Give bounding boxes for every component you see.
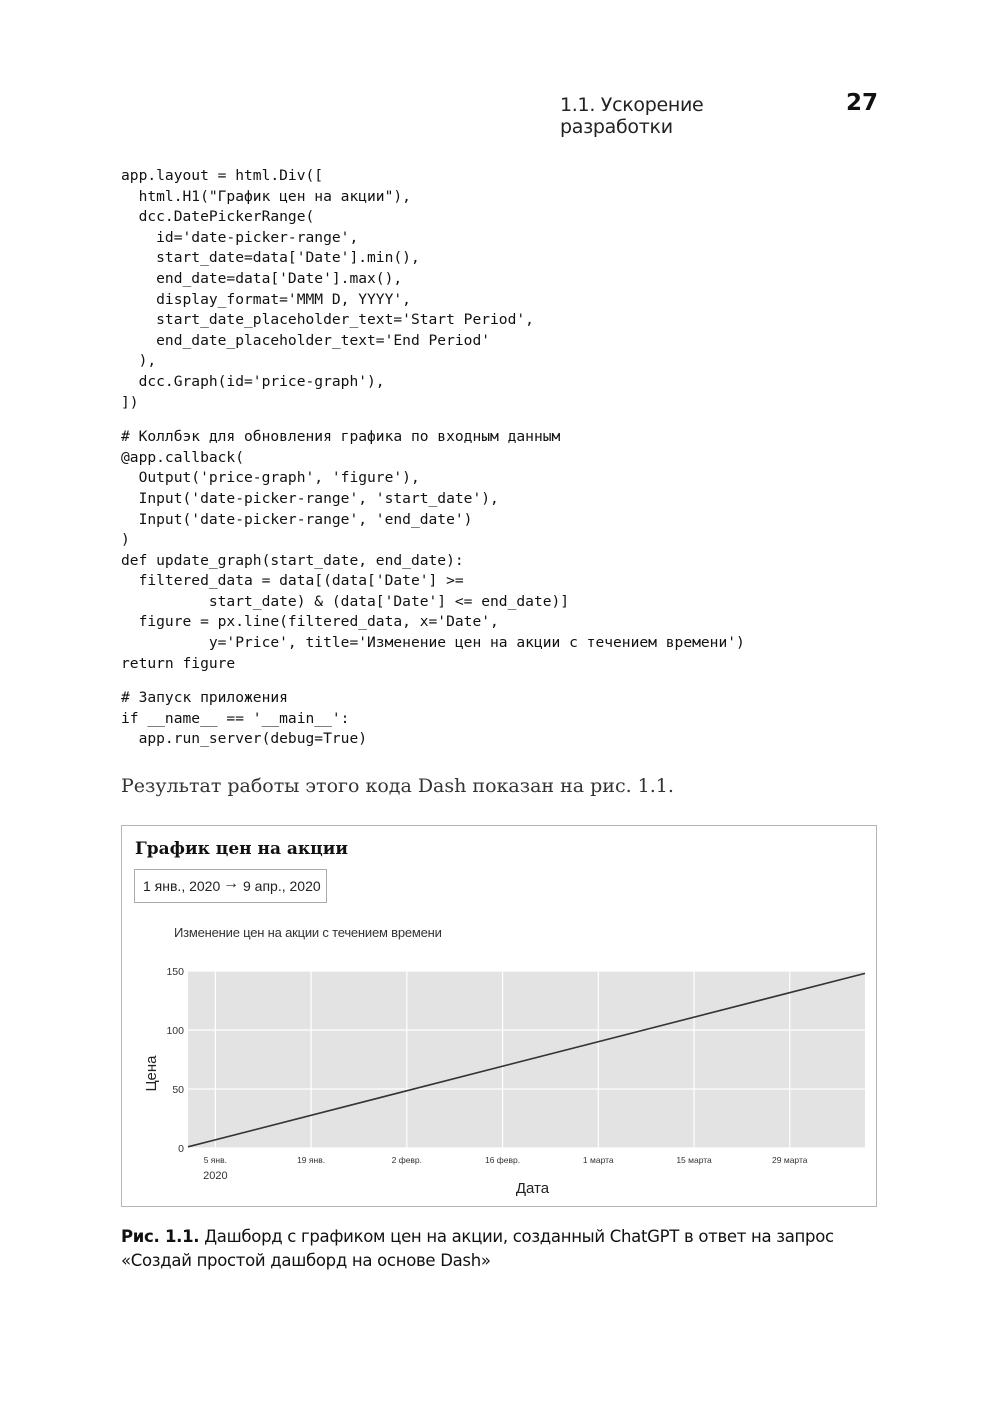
code-line: end_date_placeholder_text='End Period' (121, 331, 491, 349)
x-tick-year: 2020 (203, 1170, 228, 1182)
x-tick-label: 29 марта (772, 1155, 808, 1165)
code-gap (121, 674, 745, 688)
y-tick-label: 150 (166, 966, 184, 978)
code-line: dcc.Graph(id='price-graph'), (121, 372, 385, 390)
end-date-input[interactable]: 9 апр., 2020 (243, 878, 321, 894)
code-line: figure = px.line(filtered_data, x='Date', (121, 613, 499, 631)
code-gap (121, 413, 745, 427)
start-date-input[interactable]: 1 янв., 2020 (143, 878, 221, 894)
code-line: return figure (121, 654, 236, 672)
x-tick-label: 16 февр. (484, 1155, 521, 1165)
code-line: ]) (121, 393, 139, 411)
code-line: Input('date-picker-range', 'end_date') (121, 510, 473, 528)
code-line: filtered_data = data[(data['Date'] >= (121, 572, 464, 590)
code-listing (121, 166, 745, 750)
section-title: 1.1. Ускорение разработки (560, 94, 704, 138)
y-tick-label: 0 (178, 1143, 184, 1155)
running-header (560, 90, 880, 138)
code-line: Input('date-picker-range', 'start_date'), (121, 489, 499, 507)
figure-caption (121, 1225, 891, 1273)
code-line: html.H1("График цен на акции"), (121, 187, 411, 205)
dashboard-figure (121, 825, 877, 1207)
code-line: if __name__ == '__main__': (121, 709, 350, 727)
y-axis-title: Цена (143, 1055, 160, 1092)
code-line: # Коллбэк для обновления графика по входным данным (121, 428, 561, 446)
code-line: start_date) & (data['Date'] <= end_date)] (121, 592, 570, 610)
arrow-right-icon: → (223, 875, 239, 892)
code-line: Output('price-graph', 'figure'), (121, 469, 420, 487)
code-line: ) (121, 531, 130, 549)
code-line: # Запуск приложения (121, 689, 288, 707)
body-paragraph: Результат работы этого кода Dash показан на рис. 1.1. (121, 775, 674, 797)
caption-text-line2: «Создай простой дашборд на основе Dash» (121, 1251, 491, 1270)
code-line: @app.callback( (121, 448, 245, 466)
x-tick-label: 15 марта (676, 1155, 712, 1165)
code-line: id='date-picker-range', (121, 228, 359, 246)
dashboard-title: График цен на акции (135, 839, 348, 859)
code-line: ), (121, 352, 157, 370)
code-line: def update_graph(start_date, end_date): (121, 551, 464, 569)
x-tick-label: 19 янв. (297, 1155, 326, 1165)
code-line: display_format='MMM D, YYYY', (121, 290, 411, 308)
code-line: app.run_server(debug=True) (121, 730, 368, 748)
code-line: end_date=data['Date'].max(), (121, 269, 403, 287)
price-chart (122, 826, 876, 1206)
page-number: 27 (845, 90, 878, 116)
caption-label: Рис. 1.1. (121, 1227, 200, 1246)
code-line: start_date_placeholder_text='Start Period', (121, 311, 534, 329)
code-line: y='Price', title='Изменение цен на акции с течением времени') (121, 634, 745, 652)
caption-text: Дашборд с графиком цен на акции, созданный ChatGPT в ответ на запрос (199, 1227, 834, 1246)
x-tick-label: 2 февр. (391, 1155, 423, 1165)
x-tick-label: 5 янв. (203, 1155, 227, 1165)
x-axis-title: Дата (515, 1180, 550, 1197)
code-line: start_date=data['Date'].min(), (121, 249, 420, 267)
code-line: dcc.DatePickerRange( (121, 208, 315, 226)
chart-title: Изменение цен на акции с течением времени (174, 925, 442, 940)
y-tick-label: 50 (172, 1084, 184, 1096)
y-tick-label: 100 (166, 1025, 184, 1037)
x-tick-label: 1 марта (582, 1155, 614, 1165)
code-line: app.layout = html.Div([ (121, 167, 324, 184)
